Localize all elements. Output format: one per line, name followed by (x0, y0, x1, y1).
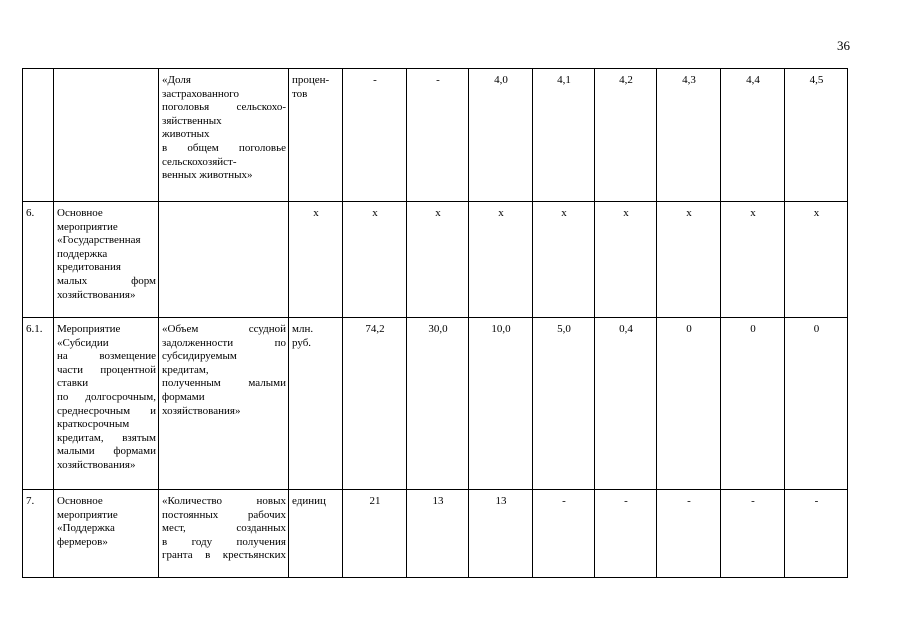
indicator-line: в общем поголовье (162, 141, 286, 154)
unit-cell (289, 490, 343, 578)
event-cell (54, 490, 159, 578)
value-cell: 0 (657, 318, 721, 490)
event-cell (54, 69, 159, 202)
event-line: «Поддержка (57, 522, 115, 535)
page-number: 36 (837, 38, 850, 53)
value-cell: 13 (469, 490, 533, 578)
value-cell: - (407, 69, 469, 202)
value-cell: - (533, 490, 595, 578)
value-cell: - (343, 69, 407, 202)
indicator-cell (159, 490, 289, 578)
indicator-line: сельскохозяйст- (162, 155, 237, 168)
value-cell: 0 (721, 318, 785, 490)
indicator-line: формами (162, 390, 205, 403)
value-cell: 21 (343, 490, 407, 578)
value-cell: x (595, 202, 657, 318)
unit-line: млн. (292, 323, 314, 335)
event-line: мероприятие (57, 508, 118, 521)
event-line: на возмещение (57, 350, 156, 363)
unit-line: единиц (292, 495, 326, 507)
value-cell: - (721, 490, 785, 578)
event-line: хозяйствования» (57, 458, 136, 471)
value-cell: x (657, 202, 721, 318)
indicator-line: «Доля (162, 74, 191, 86)
value-cell: x (785, 202, 848, 318)
value-cell: 0 (785, 318, 848, 490)
unit-line: руб. (292, 336, 312, 349)
indicator-line: застрахованного (162, 87, 239, 100)
row-number-cell: 7. (23, 490, 54, 578)
event-line: ставки (57, 377, 89, 390)
value-cell: x (469, 202, 533, 318)
value-cell: - (657, 490, 721, 578)
event-line: хозяйствования» (57, 288, 136, 301)
value-cell: 4,0 (469, 69, 533, 202)
unit-cell (289, 69, 343, 202)
table-row (23, 490, 848, 578)
event-line: поддержка (57, 247, 108, 260)
indicator-line: мест, созданных (162, 522, 286, 535)
value-cell: 4,4 (721, 69, 785, 202)
value-cell: x (343, 202, 407, 318)
event-line: краткосрочным (57, 418, 130, 431)
value-cell: 0,4 (595, 318, 657, 490)
event-line: Основное (57, 207, 103, 219)
value-cell: - (785, 490, 848, 578)
unit-line: тов (292, 87, 308, 100)
value-cell: x (407, 202, 469, 318)
value-cell: 74,2 (343, 318, 407, 490)
indicator-line: кредитам, (162, 363, 209, 376)
value-cell: 4,1 (533, 69, 595, 202)
event-line: части процентной (57, 363, 156, 376)
event-line: «Государственная (57, 234, 141, 247)
indicator-line: субсидируемым (162, 350, 237, 363)
event-cell (54, 202, 159, 318)
indicator-line: «Объем ссудной (162, 323, 286, 335)
value-cell: 4,5 (785, 69, 848, 202)
indicator-line: зяйственных (162, 114, 222, 127)
value-cell: x (533, 202, 595, 318)
indicator-line: поголовья сельскохо- (162, 101, 286, 114)
indicator-line: в году получения (162, 535, 286, 548)
unit-cell (289, 318, 343, 490)
unit-cell: x (289, 202, 343, 318)
value-cell: 4,2 (595, 69, 657, 202)
indicator-cell (159, 318, 289, 490)
event-cell (54, 318, 159, 490)
indicator-line: задолженности по (162, 336, 286, 349)
unit-line: процен- (292, 74, 330, 86)
event-line: кредитования (57, 261, 121, 274)
indicator-line: гранта в крестьянских (162, 549, 286, 562)
event-line: Мероприятие (57, 323, 121, 335)
indicator-cell (159, 69, 289, 202)
indicator-line: венных животных» (162, 169, 253, 182)
value-cell: 5,0 (533, 318, 595, 490)
event-line: малыми формами (57, 445, 156, 458)
event-line: мероприятие (57, 220, 118, 233)
event-line: фермеров» (57, 535, 108, 548)
event-line: «Субсидии (57, 336, 109, 349)
indicator-line: полученным малыми (162, 377, 286, 390)
indicator-line: животных (162, 128, 210, 141)
row-number-cell: 6. (23, 202, 54, 318)
event-line: по долгосрочным, (57, 390, 156, 403)
event-line: Основное (57, 495, 103, 507)
table-row (23, 69, 848, 202)
event-line: малых форм (57, 274, 156, 287)
value-cell: 4,3 (657, 69, 721, 202)
table-row (23, 202, 848, 318)
indicator-line: постоянных рабочих (162, 508, 286, 521)
row-number-cell (23, 69, 54, 202)
indicator-cell (159, 202, 289, 318)
value-cell: 30,0 (407, 318, 469, 490)
value-cell: - (595, 490, 657, 578)
indicator-line: хозяйствования» (162, 404, 241, 417)
value-cell: x (721, 202, 785, 318)
value-cell: 13 (407, 490, 469, 578)
table-row (23, 318, 848, 490)
event-line: среднесрочным и (57, 404, 156, 417)
row-number-cell: 6.1. (23, 318, 54, 490)
indicator-line: «Количество новых (162, 495, 286, 507)
event-line: кредитам, взятым (57, 431, 156, 444)
value-cell: 10,0 (469, 318, 533, 490)
indicators-table (22, 68, 848, 578)
